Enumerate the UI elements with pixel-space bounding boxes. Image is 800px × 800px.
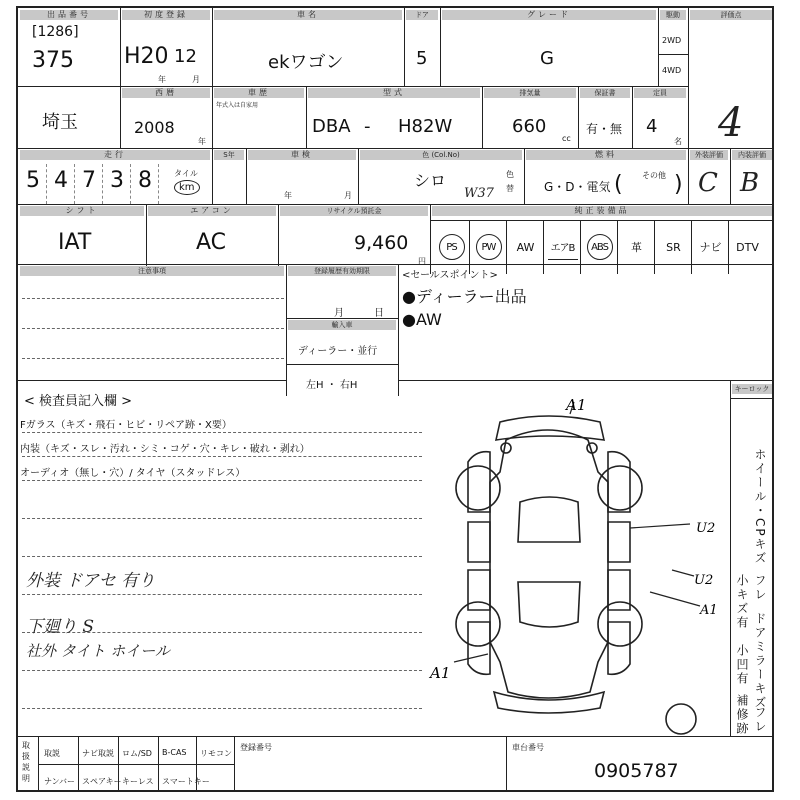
right-note-6: 補修跡 xyxy=(735,694,749,736)
chassis-number: 0905787 xyxy=(594,760,679,782)
color-code: W37 xyxy=(464,186,494,201)
inspection-note-2: 下廻り S xyxy=(26,617,95,637)
first-reg-era: H20 xyxy=(124,44,169,69)
disp-label: 排気量 xyxy=(484,88,576,98)
warranty-label: 保証書 xyxy=(580,88,630,98)
car-doors: 5 xyxy=(416,48,428,69)
sales-point-1: ●ディーラー出品 xyxy=(402,287,527,306)
person-unit: 名 xyxy=(674,137,682,146)
equip-navi: ナビ xyxy=(699,241,722,254)
chassis-label: 車台番号 xyxy=(512,743,544,752)
date-day: 日 xyxy=(374,308,384,319)
car-name: ekワゴン xyxy=(268,52,344,73)
capacity: 4 xyxy=(646,116,658,137)
equip-leather: 革 xyxy=(631,241,642,254)
history-label: 登録履歴有効期限 xyxy=(288,266,396,276)
first-reg-year-unit: 年 xyxy=(158,75,166,84)
equip-aw: AW xyxy=(516,240,535,254)
interior-score: C xyxy=(698,168,718,198)
damage-mark-3: U2 xyxy=(694,573,714,588)
equip-pw: PW xyxy=(471,221,506,273)
displacement: 660 xyxy=(512,116,547,137)
color-label: 色 (Col.No) xyxy=(360,150,522,160)
right-note-3: 小キズ有 xyxy=(735,574,749,630)
drive-4wd: 4WD xyxy=(662,66,682,75)
ac: AC xyxy=(196,230,227,255)
drive-2wd: 2WD xyxy=(662,36,682,45)
equip-abs: ABS xyxy=(582,221,617,273)
fuel-label: 燃料 xyxy=(526,150,686,160)
footer-bcas: B-CAS xyxy=(162,748,187,757)
first-reg-label: 初度登録 xyxy=(122,10,210,20)
inspection-note-1: 外装 ドアセ 有り xyxy=(26,571,156,591)
date-month: 月 xyxy=(334,308,344,319)
region-label: 西暦 xyxy=(122,88,210,98)
insp-year-unit: 年 xyxy=(284,191,292,200)
inspection-title: < 検査員記入欄 > xyxy=(24,394,133,409)
grade-label: グレード xyxy=(442,10,656,20)
sales-point-2: ●AW xyxy=(402,310,442,329)
right-note-7: フレ xyxy=(753,706,767,734)
ac-label: エアコン xyxy=(148,206,276,216)
km-top: タイル xyxy=(174,169,198,178)
yen-unit: 円 xyxy=(418,257,426,266)
footer-side-label: 取扱説明 xyxy=(22,741,30,783)
model-prefix: DBA xyxy=(312,116,351,137)
km-unit: km xyxy=(174,180,200,195)
lock-label: キーロック xyxy=(732,384,772,394)
footer-rom-sd: ロム/SD xyxy=(122,749,152,758)
recycle-label: リサイクル預託金 xyxy=(280,206,428,216)
model-year: 2008 xyxy=(134,118,175,137)
year-unit: 年 xyxy=(198,137,206,146)
reg-no-label: 登録番号 xyxy=(240,743,272,752)
inspection-label: 車検 xyxy=(248,150,356,160)
score-label: 評価点 xyxy=(690,10,772,20)
mileage-digit-1: 5 xyxy=(26,168,40,193)
car-diagram xyxy=(428,392,728,732)
location: 埼玉 xyxy=(42,112,78,133)
footer-manual: 取説 xyxy=(44,749,60,758)
interior-label: 外装評価 xyxy=(690,150,728,160)
mileage-digit-2: 4 xyxy=(54,168,68,193)
reg-sub: 年式入は自家用 xyxy=(216,102,259,109)
mileage-digit-3: 7 xyxy=(82,168,96,193)
footer-spare-key: スペアキー xyxy=(82,777,122,786)
capacity-label: 定員 xyxy=(634,88,686,98)
equip-airbag: エアB xyxy=(545,221,580,273)
score-value: 4 xyxy=(718,100,744,146)
footer-keyless: キーレス xyxy=(122,777,154,786)
first-reg-month: 12 xyxy=(174,46,197,67)
footer-remote: リモコン xyxy=(200,749,232,758)
inspection-line-1: Fガラス（キズ・飛石・ヒビ・リペア跡・X要） xyxy=(20,420,232,431)
recycle: 9,460 xyxy=(354,232,409,254)
model-label: 型式 xyxy=(308,88,480,98)
inspection-note-3: 社外 タイト ホイール xyxy=(26,642,170,660)
fuel-options: G・D・電気 xyxy=(544,180,611,194)
car-name-label: 車名 xyxy=(214,10,402,20)
damage-mark-4: A1 xyxy=(700,603,718,618)
fuel-other: その他 xyxy=(642,171,666,180)
right-note-2: フレ xyxy=(753,574,767,602)
equip-ps: PS xyxy=(434,221,469,273)
auction-sheet: 出品番号 初度登録 車名 ドア グレード 駆動 評価点 [1286] 375 H20 12 年 月 ekワゴン 5 G 2WD 4WD 4 西暦 車歴 年式入は自家用 型式 排気量 保証書 定員 埼玉 2008 年 DBA - H82W 660 cc 有・無 4 名 走行 S年 車検 色 (Col.No) 燃料 外装評価 内装評価 5 4 7 3 8 タイル km 年 月 シロ W37 色替 G・D・電気 その他 ( ) C B シフト エアコン リサイクル預託金 純正装備品 IAT AC 9,460 円 PS PW AW エアB ABS 革 SR ナビ DTV 注意事項 登録履歴有効期限 <セールスポイント> 月 日 輸入車 ディーラー・並行 左H ・ 右H ●ディーラー出品 ●AW < 検査員記入欄 > Fガラス（キズ・飛石・ヒビ・リペア跡・X要） 内装（キズ・スレ・汚れ・シミ・コゲ・穴・キレ・破れ・剥れ） オーディオ（無し・穴）/ タイヤ（スタッドレス） 外装 ドアセ 有り 下廻り S 社外 タイト ホイール A1 U2 U2 A1 A1 キーロック ホイール・CPキズ フレ 小キズ有 ドアミラーキズ 小凹有 補修跡 フレ 取扱説明 取説 ナビ取説 ロム/SD B-CAS リモコン ナンバー スペアキー キーレス スマートキー 登録番号 車台番号 0905787 xyxy=(16,6,774,792)
model-code: H82W xyxy=(398,116,453,137)
car-grade: G xyxy=(540,48,554,69)
door-label: ドア xyxy=(406,10,438,20)
equip-label: 純正装備品 xyxy=(432,206,772,216)
color: シロ xyxy=(414,171,447,190)
s-label: S年 xyxy=(214,150,244,160)
lot-label: 出品番号 xyxy=(20,10,118,20)
lot-number: 375 xyxy=(32,48,74,73)
import-type: ディーラー・並行 xyxy=(298,346,378,357)
footer-number: ナンバー xyxy=(44,777,76,786)
caution-label: 注意事項 xyxy=(20,266,284,276)
warranty: 有・無 xyxy=(586,122,623,136)
right-note-4: ドアミラーキズ xyxy=(753,612,767,710)
exterior-score: B xyxy=(740,168,760,198)
footer-smart-key: スマートキー xyxy=(162,777,210,786)
spare-tire-mark xyxy=(664,702,698,736)
damage-mark-2: U2 xyxy=(696,521,716,536)
equip-dtv: DTV xyxy=(736,240,759,254)
shift-label: シフト xyxy=(20,206,144,216)
mileage-label: 走行 xyxy=(20,150,210,160)
model-sep: - xyxy=(364,116,371,137)
inspection-line-3: オーディオ（無し・穴）/ タイヤ（スタッドレス） xyxy=(20,468,246,479)
sales-label: <セールスポイント> xyxy=(402,270,498,281)
drive-label: 駆動 xyxy=(660,10,686,20)
damage-mark-1: A1 xyxy=(566,396,587,414)
lot-bracket: [1286] xyxy=(32,24,79,40)
right-note-5: 小凹有 xyxy=(735,644,749,686)
damage-mark-5: A1 xyxy=(430,664,451,682)
insp-month-unit: 月 xyxy=(344,191,352,200)
footer-navi-manual: ナビ取説 xyxy=(82,749,114,758)
equip-sr: SR xyxy=(666,240,681,254)
mileage-digit-5: 8 xyxy=(138,168,152,193)
exterior-label: 内装評価 xyxy=(732,150,772,160)
shift: IAT xyxy=(58,230,92,255)
cc-unit: cc xyxy=(562,134,571,143)
import-label: 輸入車 xyxy=(288,320,396,330)
handle: 左H ・ 右H xyxy=(306,380,358,391)
inspection-line-2: 内装（キズ・スレ・汚れ・シミ・コゲ・穴・キレ・破れ・剥れ） xyxy=(20,444,310,455)
mileage-digit-4: 3 xyxy=(110,168,124,193)
color-side: 色替 xyxy=(506,170,514,193)
right-note-1: ホイール・CPキズ xyxy=(753,448,767,566)
reg-label: 車歴 xyxy=(214,88,304,98)
first-reg-month-unit: 月 xyxy=(192,75,200,84)
